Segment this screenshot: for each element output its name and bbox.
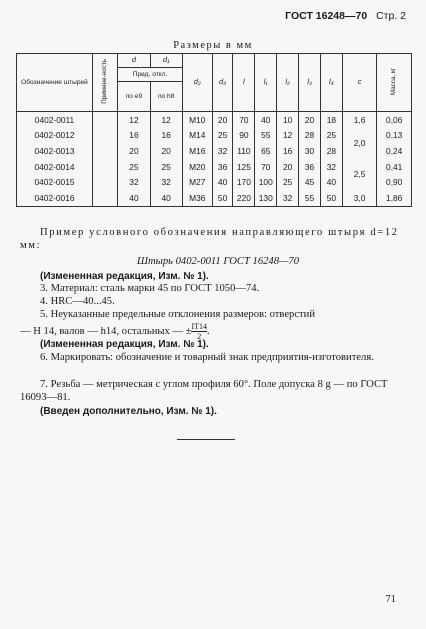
divider [177,439,235,440]
item-5: 5. Неуказанные предельные отклонения размеров: отверстий [40,309,316,320]
item-5-cont: — H 14, валов — h14, остальных — ± $\frac{IT14}{2}$ . [20,322,210,341]
header-d: d [118,54,150,68]
header-tol-h8: по h8 [150,82,182,112]
header-l4: l₄ [320,54,342,112]
header-l2: l₂ [277,54,299,112]
table-row: 0402-0015 32 32 M27 40 170 100 25 45 40 0,90 [17,174,412,190]
item-3: 3. Материал: сталь марки 45 по ГОСТ 1050—74. [40,283,260,294]
table-row: 0402-0016 40 40 M36 50 220 130 32 55 50 3,0 1,86 [17,190,412,206]
header-c: c [342,54,377,112]
edit-note-2: (Измененная редакция, Изм. № 1). [40,339,209,350]
page-label: Стр. 2 [376,10,406,22]
table-row: 0402-0014 25 25 M20 36 125 70 20 36 32 2,5 0,41 [17,159,412,175]
dimensions-table [16,53,412,207]
fraction: $\frac{IT14}{2}$ [191,322,208,341]
item-4: 4. HRC—40...45. [40,296,115,307]
header-tolerance: Пред. откл. [118,68,182,82]
header-l: l [233,54,255,112]
item-6: 6. Маркировать: обозначение и товарный знак предприятия-изготовителя. [40,352,374,363]
item-7: 7. Резьба — метрическая с углом профиля 60°. Поле допуска 8 g — по ГОСТ 16093—81. [20,379,388,404]
standard-number: ГОСТ 16248—70 [285,10,368,22]
example-intro: Пример условного обозначения направляющего штыря d=12 мм: [20,227,399,252]
header-designation: Обозначение штырей [17,54,93,112]
page-header [285,10,406,22]
page-number: 71 [385,594,396,605]
header-d2: d₂ [182,54,212,112]
table-row: 0402-0012 16 16 M14 25 90 55 12 28 25 2,0 0,13 [17,128,412,144]
table-caption: Размеры в мм [173,40,253,51]
header-mass: Масса, кг [377,54,412,112]
header-l3: l₃ [299,54,321,112]
header-l1: l₁ [255,54,277,112]
table-row: 0402-0011 12 12 M10 20 70 40 10 20 18 1,6 0,06 [17,112,412,128]
header-d1: d₁ [150,54,182,68]
table-row: 0402-0013 20 20 M16 32 110 65 16 30 28 0,24 [17,143,412,159]
edit-note-1: (Измененная редакция, Изм. № 1). [40,271,209,282]
header-application: Примене-ность [93,54,118,112]
header-tol-e9: по e9 [118,82,150,112]
header-d3: d₃ [212,54,233,112]
example-designation: Штырь 0402-0011 ГОСТ 16248—70 [136,256,300,267]
edit-note-3: (Введен дополнительно, Изм. № 1). [40,406,217,417]
